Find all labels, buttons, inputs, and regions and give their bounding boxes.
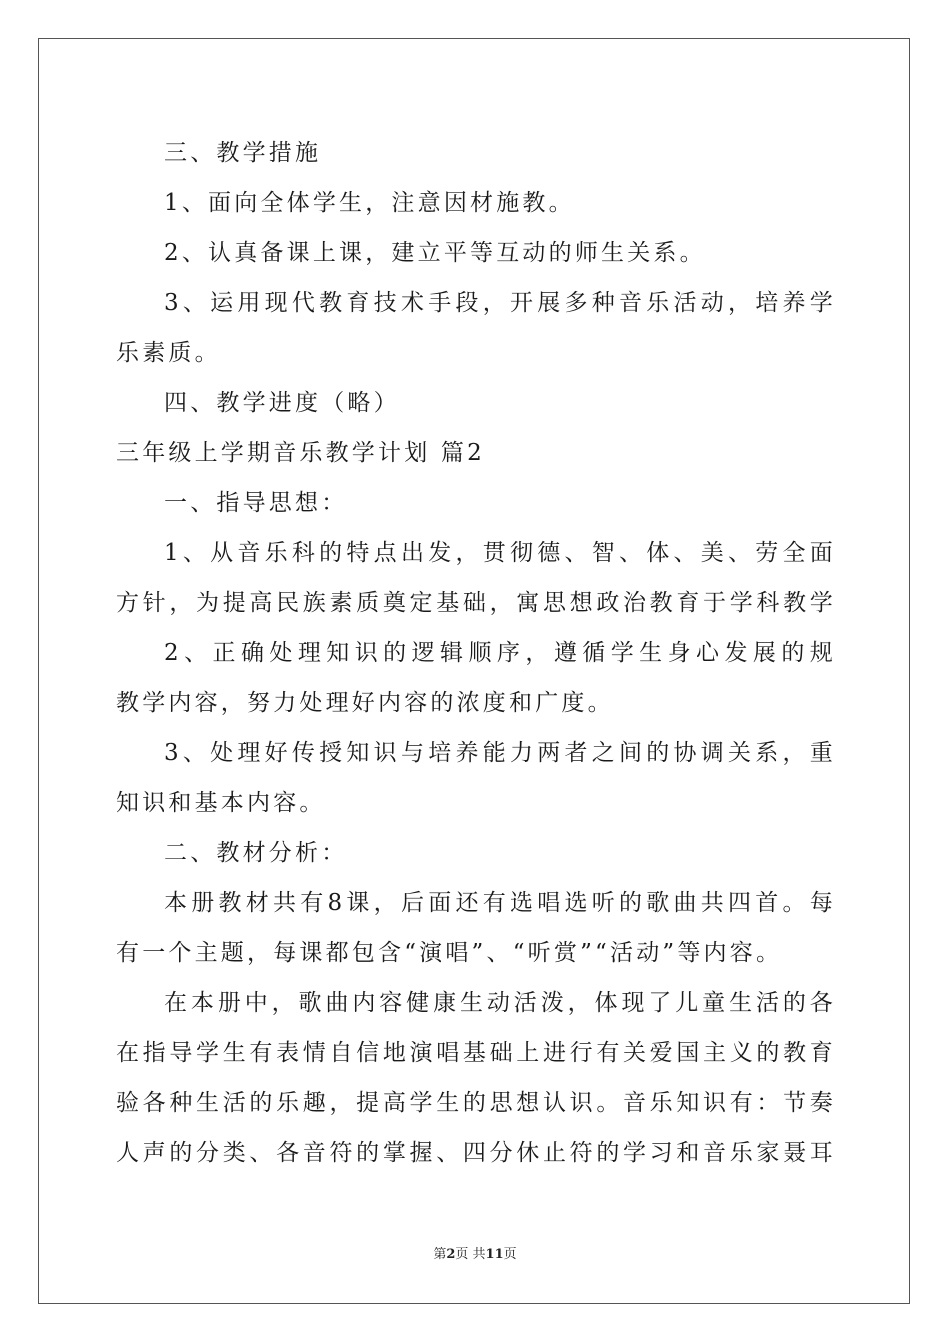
text-line: 在指导学生有表情自信地演唱基础上进行有关爱国主义的教育 [116,1040,836,1066]
text-line: 1、面向全体学生，注意因材施教。 [164,190,575,216]
text-line: 教学内容，努力处理好内容的浓度和广度。 [116,690,614,716]
footer-suffix: 页 [503,1247,517,1262]
footer-page-number: 2 [446,1247,456,1262]
text-line: 方针，为提高民族素质奠定基础，寓思想政治教育于学科教学 [116,590,836,616]
text-line: 四、教学进度（略） [164,390,400,416]
footer-middle: 页 共 [455,1247,486,1262]
text-line: 3、运用现代教育技术手段，开展多种音乐活动，培养学 [164,290,836,316]
text-line: 三年级上学期音乐教学计划 篇2 [116,440,485,466]
text-line: 3、处理好传授知识与培养能力两者之间的协调关系，重 [164,740,836,766]
text-line: 1、从音乐科的特点出发，贯彻德、智、体、美、劳全面 [164,540,836,566]
document-body [116,128,836,1178]
text-line: 2、正确处理知识的逻辑顺序，遵循学生身心发展的规 [164,640,836,666]
text-line: 知识和基本内容。 [116,790,326,816]
text-line: 有一个主题，每课都包含“演唱”、“听赏”“活动”等内容。 [116,940,783,966]
page-footer [0,1246,950,1264]
text-line: 2、认真备课上课，建立平等互动的师生关系。 [164,240,706,266]
text-line: 本册教材共有8课，后面还有选唱选听的歌曲共四首。每 [164,890,836,916]
text-line: 人声的分类、各音符的掌握、四分休止符的学习和音乐家聂耳 [116,1140,836,1166]
footer-total-pages: 11 [485,1247,504,1262]
text-line: 在本册中，歌曲内容健康生动活泼，体现了儿童生活的各 [164,990,836,1016]
text-line: 验各种生活的乐趣，提高学生的思想认识。音乐知识有：节奏 [116,1090,836,1116]
footer-prefix: 第 [433,1247,447,1262]
text-line: 三、教学措施 [164,140,322,166]
text-line: 二、教材分析： [164,840,348,866]
text-line: 一、指导思想： [164,490,348,516]
text-line: 乐素质。 [116,340,221,366]
